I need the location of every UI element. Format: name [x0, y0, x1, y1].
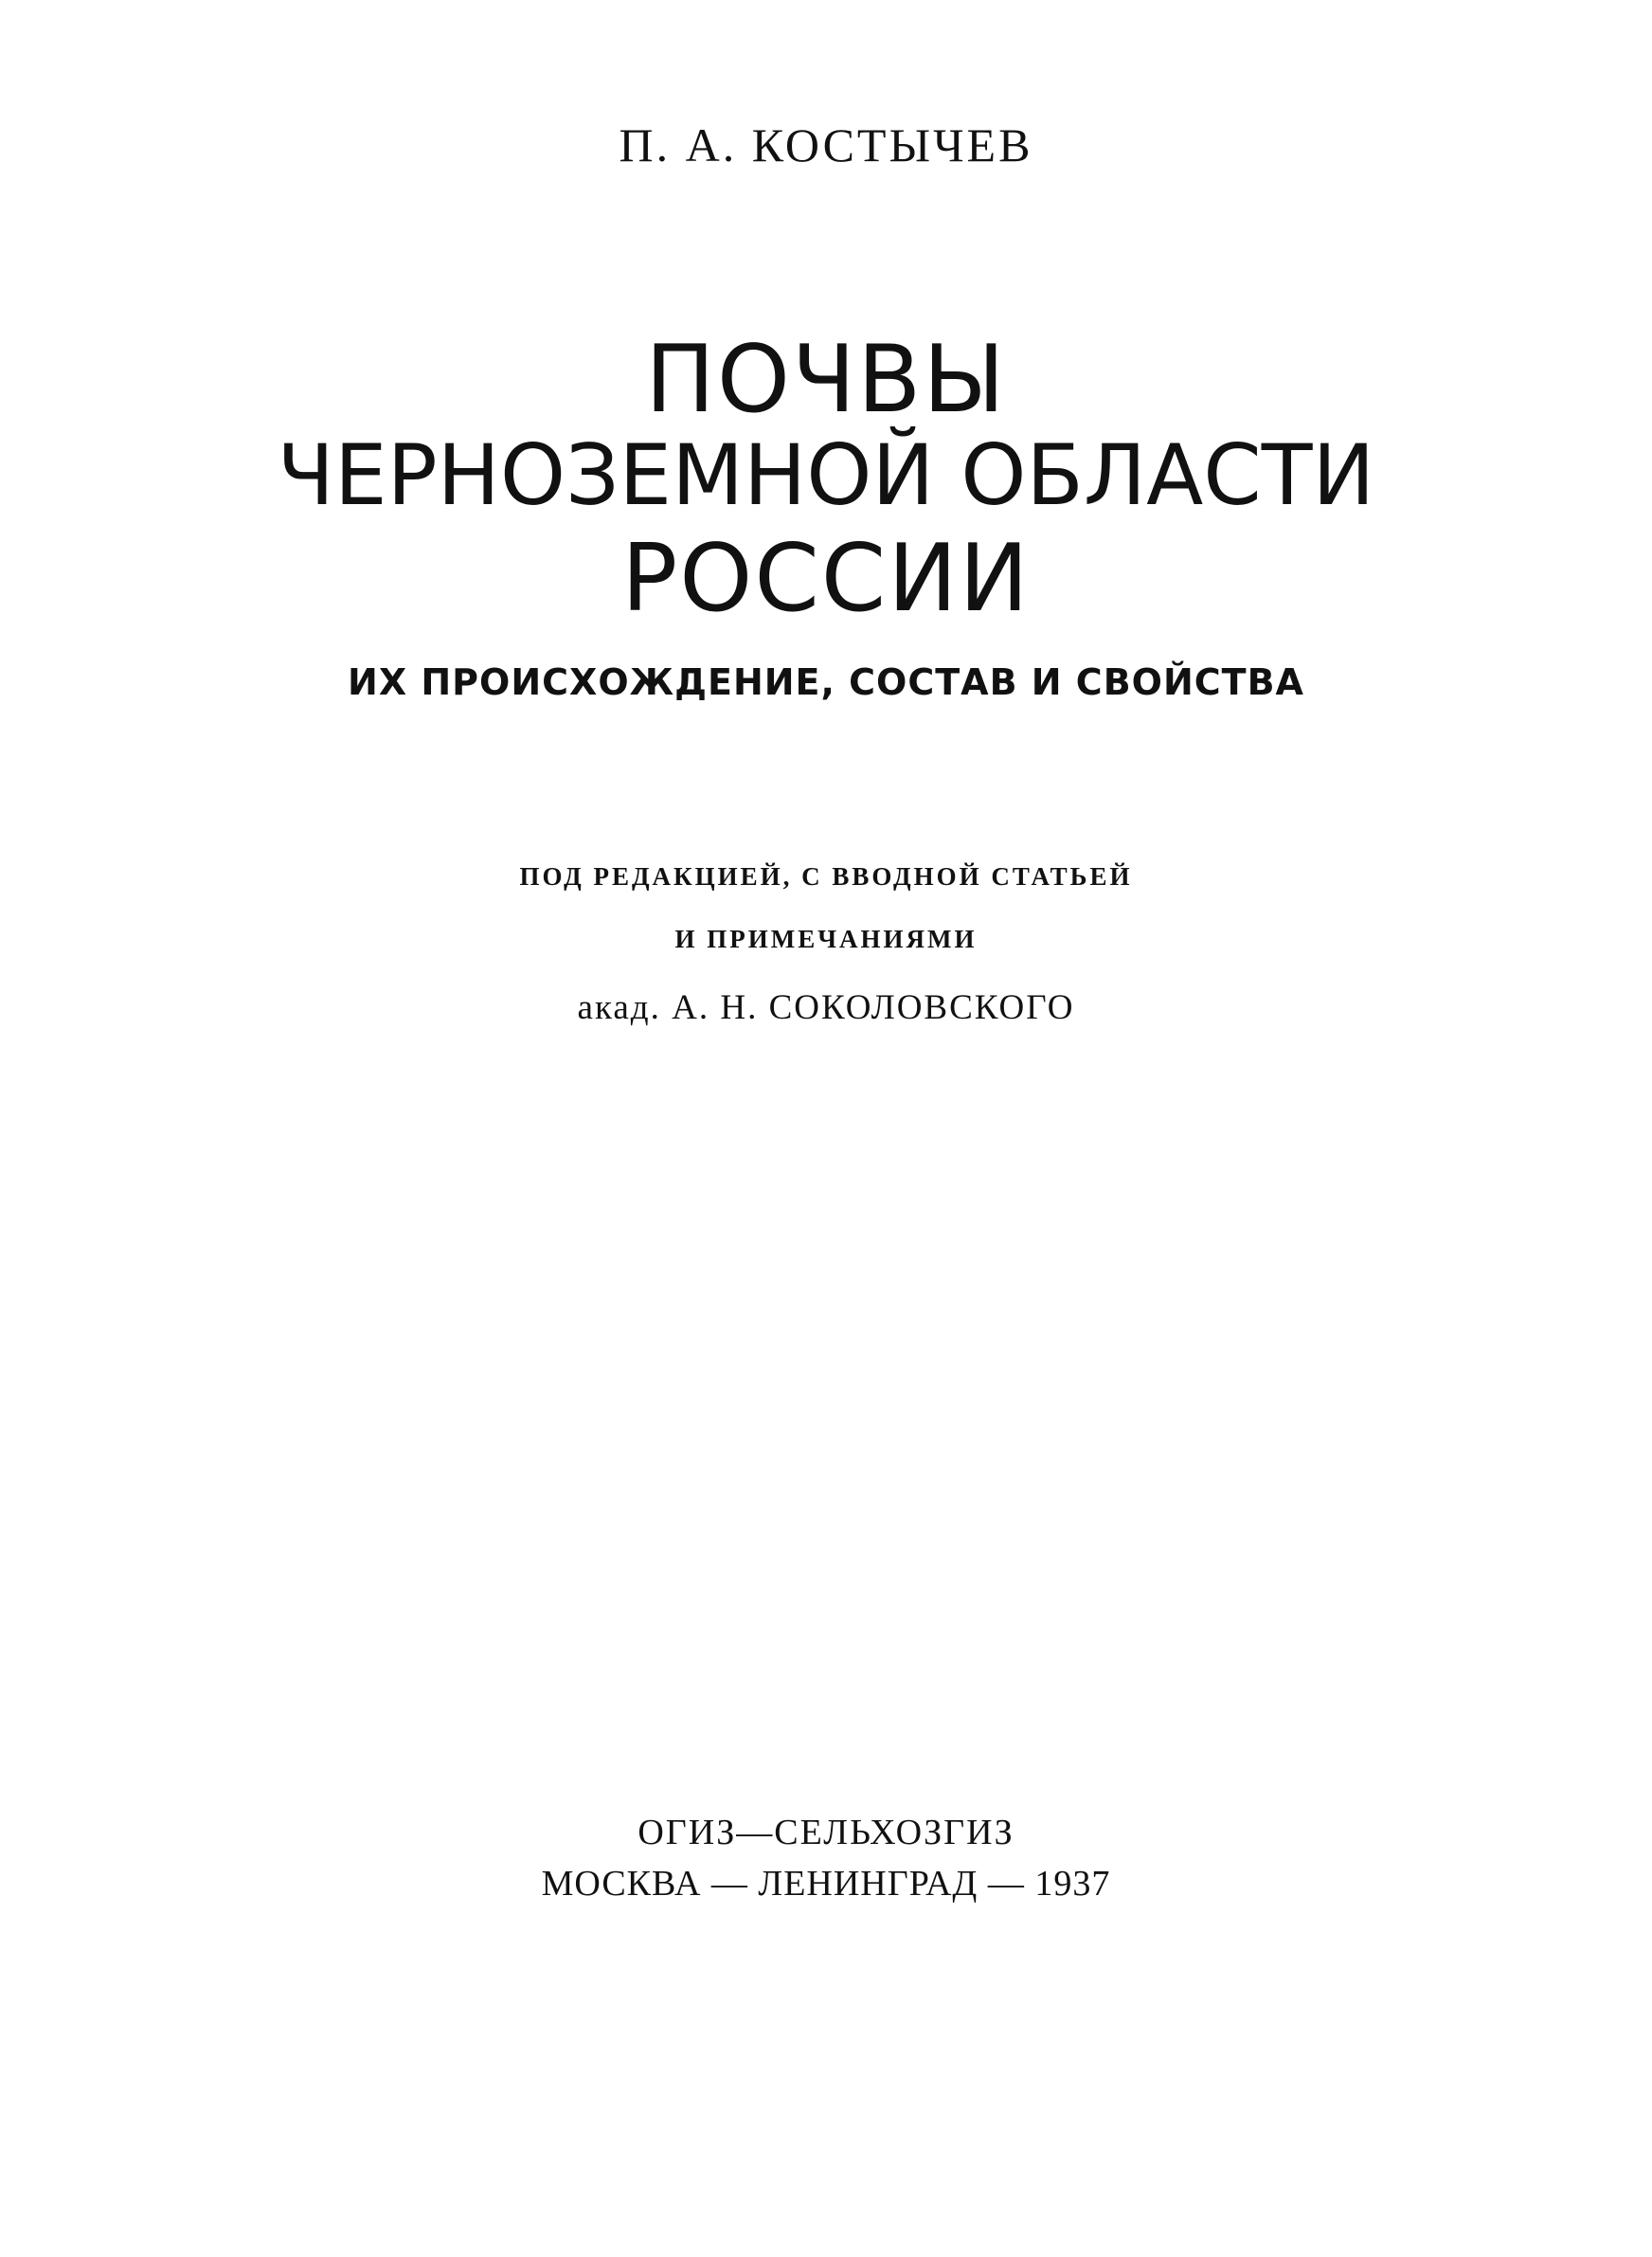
author-name: П. А. КОСТЫЧЕВ [619, 118, 1033, 172]
title-line-1: ПОЧВЫ [645, 326, 1007, 434]
book-subtitle: ИХ ПРОИСХОЖДЕНИЕ, СОСТАВ И СВОЙСТВА [348, 661, 1304, 703]
title-line-3: РОССИИ [621, 525, 1031, 633]
editorial-note-line-1: ПОД РЕДАКЦИЕЙ, С ВВОДНОЙ СТАТЬЕЙ [519, 862, 1133, 891]
editorial-note-line-2: И ПРИМЕЧАНИЯМИ [674, 925, 978, 953]
publisher-name: ОГИЗ—СЕЛЬХОЗГИЗ [637, 1813, 1015, 1852]
title-line-2: ЧЕРНОЗЕМНОЙ ОБЛАСТИ [277, 426, 1375, 524]
editor-name: акад. А. Н. СОКОЛОВСКОГО [577, 988, 1075, 1027]
publisher-imprint: МОСКВА — ЛЕНИНГРАД — 1937 [541, 1864, 1111, 1904]
